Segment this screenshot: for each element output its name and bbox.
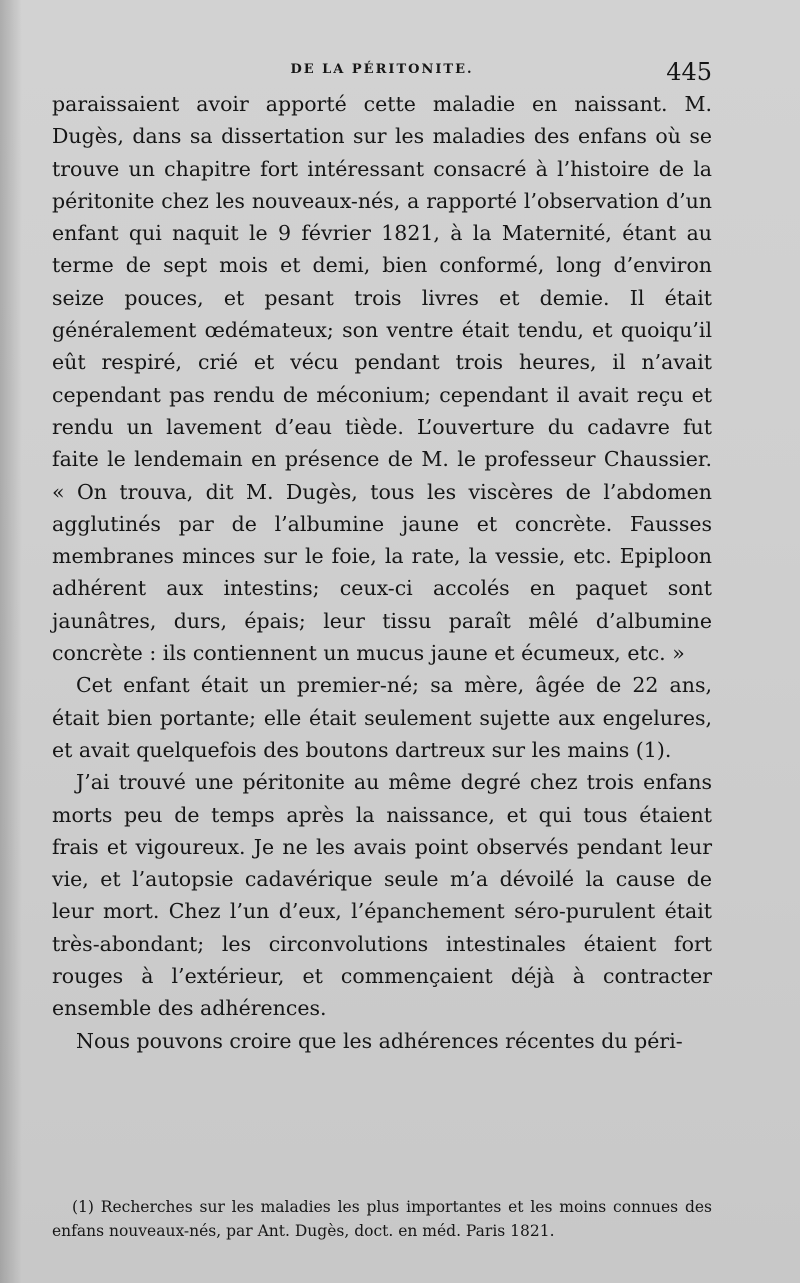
paragraph: J’ai trouvé une péritonite au même degré chez trois enfans morts peu de temps après la naissance, et qui tous étaient frais et vigoureux. Je ne les avais point observés pendant leur vie, et l’autopsie cadavérique seule m’a dévoilé la cause de leur mort. Chez l’un d’eux, l’épanchement séro-purulent était très-abondant; les circonvolutions intestinales étaient fort rouges à l’extérieur, et commençaient déjà à contracter ensemble des adhérences. xyxy=(52,770,712,1021)
running-head xyxy=(52,58,712,88)
paragraph: Cet enfant était un premier-né; sa mère, âgée de 22 ans, était bien portante; elle était seulement sujette aux engelures, et avait quelquefois des boutons dartreux sur les mains (1). xyxy=(52,673,712,762)
footnote: (1) Recherches sur les maladies les plus importantes et les moins connues des enfans nouveaux-nés, par Ant. Dugès, doct. en méd. Paris 1821. xyxy=(52,1198,712,1240)
paragraph: Nous pouvons croire que les adhérences récentes du péri- xyxy=(76,1028,683,1053)
body-text xyxy=(52,88,712,1057)
running-title: DE LA PÉRITONITE. xyxy=(290,62,474,77)
paragraph-continuation: paraissaient avoir apporté cette maladie en naissant. M. Dugès, dans sa dissertation sur les maladies des enfans où se trouve un chapitre fort intéressant consacré à l’histoire de la péritonite chez les nouveaux-nés, a rapporté l’observation d’un enfant qui naquit le 9 février 1821, à la Maternité, étant au terme de sept mois et demi, bien conformé, long d’environ seize pouces, et pesant trois livres et demie. Il était généralement œdémateux; son ventre était tendu, et quoiqu’il eût respiré, crié et vécu pendant trois heures, il n’avait cependant pas rendu de méconium; cependant il avait reçu et rendu un lavement d’eau tiède. L’ouverture du cadavre fut faite le lendemain en présence de M. le professeur Chaussier. « On trouva, dit M. Dugès, tous les viscères de l’abdomen agglutinés par de l’albumine jaune et concrète. Fausses membranes minces sur le foie, la rate, la vessie, etc. Epiploon adhérent aux intestins; ceux-ci accolés en paquet sont jaunâtres, durs, épais; leur tissu paraît mêlé d’albumine concrète : ils contiennent un mucus jaune et écumeux, etc. » xyxy=(52,92,712,666)
page-number: 445 xyxy=(666,58,712,86)
